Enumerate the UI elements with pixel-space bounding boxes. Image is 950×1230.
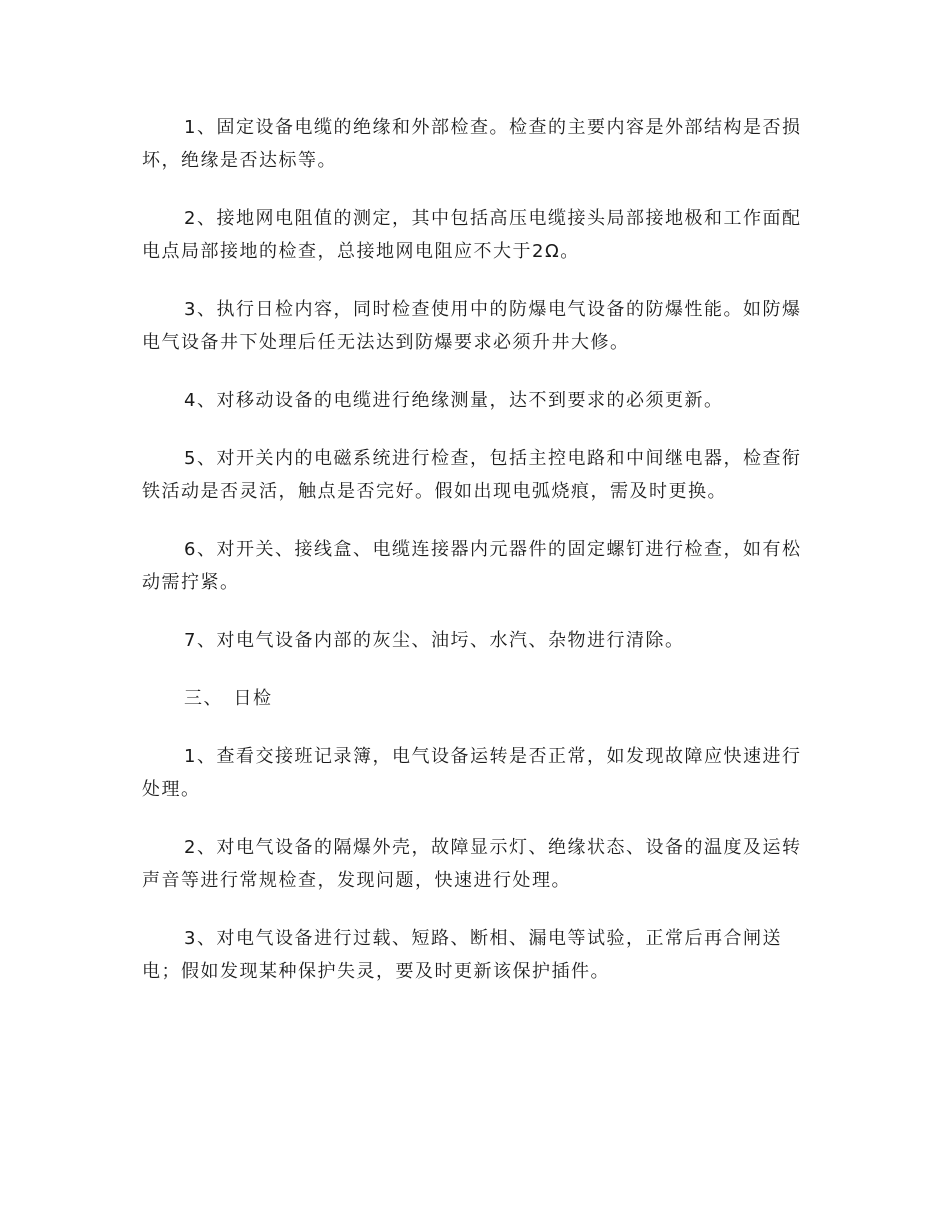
section-paragraph-2: 2、对电气设备的隔爆外壳，故障显示灯、绝缘状态、设备的温度及运转声音等进行常规检查，发现问题，快速进行处理。 (142, 837, 802, 891)
document-body (142, 111, 810, 1013)
section-heading: 三、 日检 (184, 688, 273, 709)
paragraph-1: 1、固定设备电缆的绝缘和外部检查。检查的主要内容是外部结构是否损坏，绝缘是否达标等。 (142, 117, 802, 171)
paragraph-4: 4、对移动设备的电缆进行绝缘测量，达不到要求的必须更新。 (184, 390, 724, 411)
section-paragraph-3: 3、对电气设备进行过载、短路、断相、漏电等试验，正常后再合闸送电；假如发现某种保护失灵，要及时更新该保护插件。 (142, 928, 782, 982)
paragraph-7: 7、对电气设备内部的灰尘、油圬、水汽、杂物进行清除。 (184, 630, 685, 651)
paragraph-2: 2、接地网电阻值的测定，其中包括高压电缆接头局部接地极和工作面配电点局部接地的检查，总接地网电阻应不大于2Ω。 (142, 208, 802, 262)
paragraph-5: 5、对开关内的电磁系统进行检查，包括主控电路和中间继电器，检查衔铁活动是否灵活，触点是否完好。假如出现电弧烧痕，需及时更换。 (142, 448, 802, 502)
paragraph-6: 6、对开关、接线盒、电缆连接器内元器件的固定螺钉进行检查，如有松动需拧紧。 (142, 539, 802, 593)
paragraph-3: 3、执行日检内容，同时检查使用中的防爆电气设备的防爆性能。如防爆电气设备井下处理后任无法达到防爆要求必须升井大修。 (142, 299, 802, 353)
section-paragraph-1: 1、查看交接班记录簿，电气设备运转是否正常，如发现故障应快速进行处理。 (142, 746, 802, 800)
